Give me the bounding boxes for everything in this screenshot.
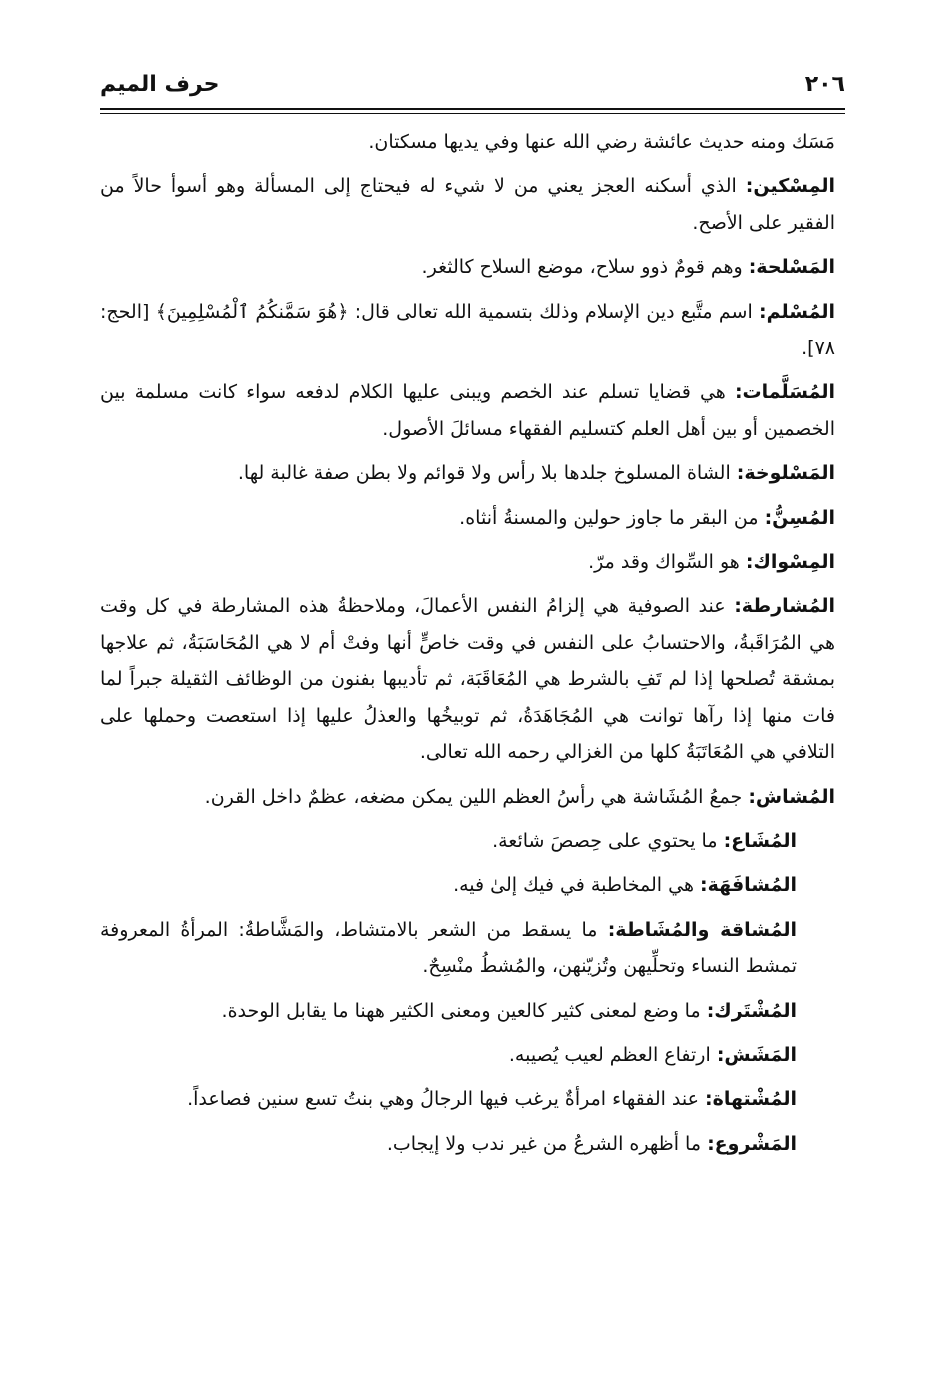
- dictionary-entry: [100, 912, 845, 985]
- entry-term: المُسَلَّمات:: [734, 381, 835, 404]
- entry-definition: هي قضايا تسلم عند الخصم ويبنى عليها الكلام لدفعه سواء كانت مسلمة بين الخصمين أو بين أهل العلم كتسليم الفقهاء مسائلَ الأصول.: [100, 381, 835, 440]
- entry-definition: مَسَك ومنه حديث عائشة رضي الله عنها وفي يديها مسكتان.: [368, 131, 835, 153]
- entry-term: المُشافَهَة:: [700, 874, 797, 897]
- entry-term: المُسْلم:: [759, 300, 835, 323]
- entry-definition: وهم قومٌ ذوو سلاح، موضع السلاح كالثغر.: [421, 256, 743, 279]
- entry-definition: ما يسقط من الشعر بالامتشاط، والمَشَّاطةُ: المرأةُ المعروفة تمشط النساء وتحلِّيهن وتُزيّنهن، والمُشطُ منْسِحٌ.: [100, 918, 797, 978]
- dictionary-entry: [100, 500, 845, 536]
- entry-definition: ما يحتوي على حِصصَ شائعة.: [492, 829, 718, 852]
- dictionary-entry: [100, 1037, 845, 1073]
- dictionary-entry: [100, 294, 845, 367]
- entry-definition: هو السِّواك وقد مرّ.: [588, 551, 740, 574]
- entry-term: المُشْتَرك:: [706, 999, 797, 1022]
- entry-definition: الذي أسكنه العجز يعني من لا شيء له فيحتاج إلى المسألة وهو أسوأ حالاً من الفقير على الأصح.: [100, 175, 835, 234]
- dictionary-entry: [100, 993, 845, 1029]
- entry-term: المُشْتهاة:: [705, 1088, 797, 1111]
- entry-definition: اسم متَّبع دين الإسلام وذلك بتسمية الله تعالى قال: ﴿هُوَ سَمَّنكُمُ ٱلْمُسْلِمِينَ﴾ [الحج: ٧٨].: [100, 300, 835, 360]
- entry-term: المَسْلحة:: [748, 256, 835, 279]
- dictionary-body: [100, 124, 845, 1170]
- entry-term: المُشَاع:: [723, 829, 797, 852]
- entry-definition: عند الصوفية هي إلزامُ النفس الأعمالَ، وملاحظةُ هذه المشارطة في كل وقت هي المُرَاقَبةُ، والاحتسابُ على النفس في وقت خاصٍّ أنها وفتْ أم لا هي المُحَاسَبَةُ، ثم علاجها بمشقة تُصلحها إذا لم تَفِ بالشرط هي المُعَاقَبَة، ثم تأديبها بفنون من الوظائف الثقيلة جبراً لما فات منها إذا رآها توانت هي المُجَاهَدَةُ، ثم توبيخُها والعذلُ عليها إذا استعصت وحملها على التلافي هي المُعَاتَبَةُ كلها من الغزالي رحمه الله تعالى.: [100, 595, 835, 764]
- header-rule-thin: [100, 113, 845, 114]
- entry-definition: من البقر ما جاوز حولين والمسنةُ أنثاه.: [459, 506, 759, 529]
- entry-definition: ارتفاع العظم لعيب يُصيبه.: [508, 1043, 711, 1066]
- dictionary-entry: [100, 168, 845, 241]
- entry-definition: عند الفقهاء امرأةٌ يرغب فيها الرجالُ وهي بنتُ تسع سنين فصاعداً.: [187, 1088, 699, 1111]
- entry-definition: هي المخاطبة في فيك إلىٰ فيه.: [453, 874, 694, 897]
- dictionary-entry: [100, 1126, 845, 1162]
- dictionary-entry: [100, 823, 845, 859]
- entry-term: المُسِنُّ:: [764, 506, 835, 529]
- entry-term: المُشاش:: [748, 785, 835, 808]
- entry-term: المِسْكين:: [745, 175, 835, 198]
- entry-term: المَشْروع:: [707, 1132, 797, 1155]
- page-number: ٢٠٦: [804, 72, 845, 97]
- dictionary-entry: [100, 588, 845, 770]
- entry-term: المُشارطة:: [734, 595, 835, 618]
- entry-term: المُشاقة والمُشَاطة:: [607, 918, 797, 941]
- running-title: حرف الميم: [100, 72, 220, 97]
- entry-definition: ما وضع لمعنى كثير كالعين ومعنى الكثير ههنا ما يقابل الوحدة.: [221, 999, 701, 1022]
- header-rule-thick: [100, 108, 845, 110]
- dictionary-entry: [100, 374, 845, 447]
- dictionary-entry: [100, 867, 845, 903]
- dictionary-entry: [100, 779, 845, 815]
- dictionary-entry: [100, 249, 845, 285]
- entry-definition: ما أظهره الشرعُ من غير ندب ولا إيجاب.: [386, 1132, 702, 1155]
- dictionary-entry: [100, 544, 845, 580]
- dictionary-entry: [100, 1081, 845, 1117]
- entry-term: المِسْواك:: [745, 551, 835, 574]
- entry-definition: جمعُ المُشَاشة هي رأسُ العظم اللين يمكن مضغه، عظمٌ داخل القرن.: [204, 785, 743, 808]
- entry-definition: الشاة المسلوخ جلدها بلا رأس ولا قوائم ولا بطن صفة غالبة لها.: [237, 462, 731, 485]
- page-header: [100, 68, 845, 104]
- entry-term: المَشَش:: [716, 1043, 797, 1066]
- entry-continuation: [100, 124, 845, 160]
- dictionary-entry: [100, 455, 845, 491]
- entry-term: المَسْلوخة:: [736, 462, 835, 485]
